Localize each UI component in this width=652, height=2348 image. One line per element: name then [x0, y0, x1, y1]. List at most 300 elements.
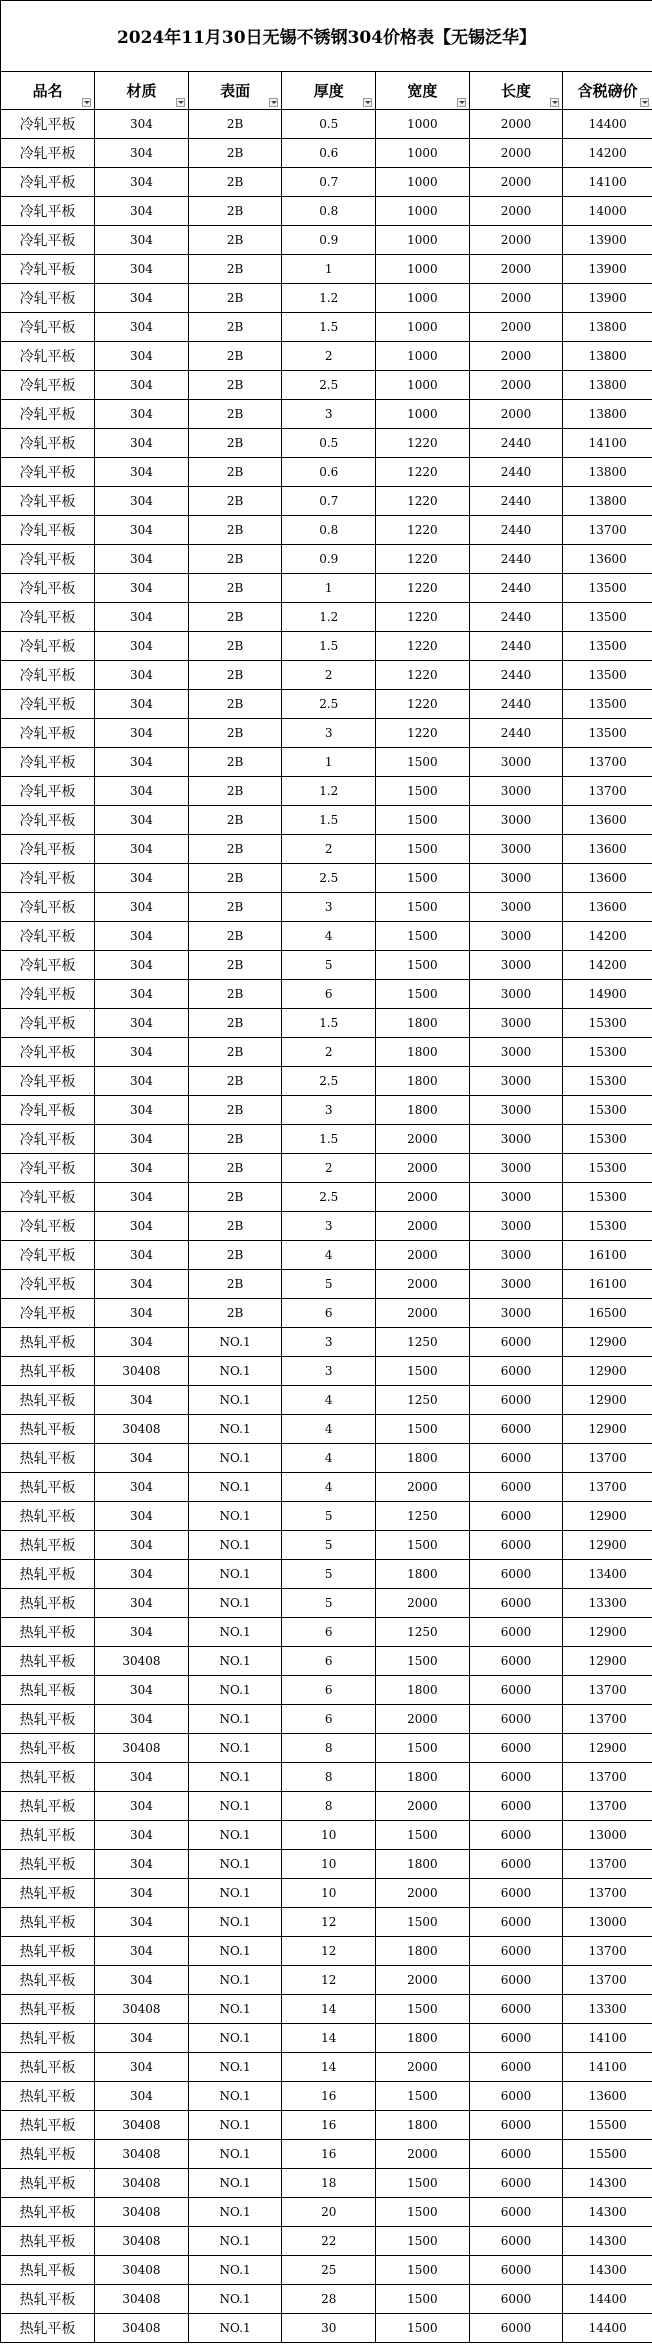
filter-dropdown-icon[interactable] [363, 98, 372, 107]
table-row [1, 1879, 652, 1908]
cell-thickness: 1 [282, 748, 376, 777]
table-row [1, 1270, 652, 1299]
cell-price: 15300 [563, 1096, 652, 1125]
cell-price: 13500 [563, 719, 652, 748]
cell-price: 15300 [563, 1154, 652, 1183]
cell-surface: NO.1 [188, 1850, 282, 1879]
cell-material: 30408 [95, 1734, 189, 1763]
cell-width: 1000 [376, 313, 470, 342]
cell-length: 2000 [469, 226, 563, 255]
cell-thickness: 28 [282, 2285, 376, 2314]
cell-name: 冷轧平板 [1, 1212, 95, 1241]
cell-width: 1000 [376, 168, 470, 197]
table-row [1, 197, 652, 226]
cell-width: 2000 [376, 1589, 470, 1618]
cell-surface: 2B [188, 1154, 282, 1183]
cell-length: 6000 [469, 1734, 563, 1763]
column-header [376, 72, 470, 110]
cell-surface: NO.1 [188, 1734, 282, 1763]
cell-price: 13500 [563, 603, 652, 632]
cell-thickness: 5 [282, 1502, 376, 1531]
cell-width: 1500 [376, 1734, 470, 1763]
cell-price: 15300 [563, 1212, 652, 1241]
cell-thickness: 0.8 [282, 197, 376, 226]
cell-width: 2000 [376, 1125, 470, 1154]
cell-surface: NO.1 [188, 1647, 282, 1676]
cell-name: 热轧平板 [1, 1444, 95, 1473]
cell-surface: 2B [188, 806, 282, 835]
cell-thickness: 5 [282, 1270, 376, 1299]
cell-name: 冷轧平板 [1, 1096, 95, 1125]
cell-width: 2000 [376, 1154, 470, 1183]
table-row [1, 1299, 652, 1328]
table-row [1, 864, 652, 893]
cell-surface: 2B [188, 893, 282, 922]
cell-material: 30408 [95, 1357, 189, 1386]
cell-length: 2000 [469, 284, 563, 313]
cell-surface: 2B [188, 1299, 282, 1328]
cell-length: 6000 [469, 1328, 563, 1357]
cell-name: 热轧平板 [1, 1705, 95, 1734]
cell-name: 热轧平板 [1, 2082, 95, 2111]
cell-name: 热轧平板 [1, 1821, 95, 1850]
cell-width: 1250 [376, 1386, 470, 1415]
cell-material: 30408 [95, 2227, 189, 2256]
cell-material: 304 [95, 1299, 189, 1328]
cell-width: 1000 [376, 400, 470, 429]
cell-surface: NO.1 [188, 1821, 282, 1850]
cell-surface: NO.1 [188, 2140, 282, 2169]
cell-name: 冷轧平板 [1, 342, 95, 371]
filter-dropdown-icon[interactable] [82, 98, 91, 107]
cell-surface: 2B [188, 400, 282, 429]
cell-price: 12900 [563, 1502, 652, 1531]
cell-price: 12900 [563, 1734, 652, 1763]
cell-price: 13700 [563, 1850, 652, 1879]
cell-name: 冷轧平板 [1, 893, 95, 922]
column-header-label: 厚度 [313, 82, 344, 100]
cell-price: 12900 [563, 1531, 652, 1560]
cell-price: 15300 [563, 1009, 652, 1038]
cell-surface: NO.1 [188, 2198, 282, 2227]
table-row [1, 1038, 652, 1067]
cell-length: 6000 [469, 1676, 563, 1705]
cell-length: 2440 [469, 603, 563, 632]
cell-width: 1500 [376, 1357, 470, 1386]
table-row [1, 458, 652, 487]
cell-material: 30408 [95, 1647, 189, 1676]
cell-thickness: 14 [282, 1995, 376, 2024]
table-row [1, 1212, 652, 1241]
filter-dropdown-icon[interactable] [550, 98, 559, 107]
cell-material: 304 [95, 1879, 189, 1908]
cell-width: 1500 [376, 2285, 470, 2314]
table-row [1, 1937, 652, 1966]
cell-length: 2000 [469, 197, 563, 226]
cell-price: 13500 [563, 690, 652, 719]
cell-thickness: 0.5 [282, 110, 376, 139]
cell-width: 1000 [376, 226, 470, 255]
cell-price: 13700 [563, 516, 652, 545]
cell-price: 13000 [563, 1821, 652, 1850]
cell-name: 热轧平板 [1, 1850, 95, 1879]
cell-material: 30408 [95, 2198, 189, 2227]
cell-length: 3000 [469, 893, 563, 922]
cell-name: 冷轧平板 [1, 487, 95, 516]
table-row [1, 1357, 652, 1386]
column-header [95, 72, 189, 110]
cell-name: 热轧平板 [1, 2140, 95, 2169]
cell-width: 1220 [376, 661, 470, 690]
cell-thickness: 2 [282, 342, 376, 371]
cell-name: 冷轧平板 [1, 864, 95, 893]
cell-width: 1220 [376, 690, 470, 719]
cell-width: 1800 [376, 1444, 470, 1473]
cell-length: 2440 [469, 690, 563, 719]
cell-thickness: 4 [282, 1415, 376, 1444]
cell-width: 2000 [376, 1299, 470, 1328]
cell-price: 14100 [563, 2053, 652, 2082]
cell-price: 14300 [563, 2227, 652, 2256]
cell-price: 16100 [563, 1241, 652, 1270]
cell-thickness: 14 [282, 2024, 376, 2053]
cell-name: 冷轧平板 [1, 951, 95, 980]
cell-surface: 2B [188, 748, 282, 777]
cell-length: 6000 [469, 1502, 563, 1531]
cell-width: 2000 [376, 1879, 470, 1908]
cell-thickness: 1 [282, 574, 376, 603]
cell-name: 冷轧平板 [1, 313, 95, 342]
cell-thickness: 20 [282, 2198, 376, 2227]
cell-price: 13700 [563, 1879, 652, 1908]
table-row [1, 661, 652, 690]
cell-surface: 2B [188, 632, 282, 661]
table-row [1, 748, 652, 777]
cell-surface: 2B [188, 574, 282, 603]
cell-thickness: 4 [282, 1386, 376, 1415]
cell-thickness: 2 [282, 1038, 376, 1067]
cell-material: 304 [95, 1502, 189, 1531]
cell-length: 6000 [469, 1763, 563, 1792]
cell-price: 14200 [563, 951, 652, 980]
cell-thickness: 14 [282, 2053, 376, 2082]
cell-surface: 2B [188, 980, 282, 1009]
cell-width: 1500 [376, 835, 470, 864]
cell-length: 6000 [469, 1792, 563, 1821]
cell-price: 13500 [563, 661, 652, 690]
cell-width: 1800 [376, 1937, 470, 1966]
cell-length: 6000 [469, 1618, 563, 1647]
cell-surface: NO.1 [188, 2256, 282, 2285]
cell-price: 13500 [563, 632, 652, 661]
cell-thickness: 12 [282, 1937, 376, 1966]
cell-price: 15300 [563, 1067, 652, 1096]
cell-width: 1220 [376, 545, 470, 574]
cell-length: 3000 [469, 835, 563, 864]
cell-width: 1500 [376, 2314, 470, 2343]
cell-material: 304 [95, 313, 189, 342]
cell-width: 1500 [376, 1995, 470, 2024]
cell-width: 1500 [376, 1531, 470, 1560]
table-row [1, 2082, 652, 2111]
table-row [1, 168, 652, 197]
cell-surface: 2B [188, 661, 282, 690]
cell-price: 13700 [563, 1763, 652, 1792]
cell-width: 1000 [376, 342, 470, 371]
cell-material: 304 [95, 632, 189, 661]
cell-name: 热轧平板 [1, 1386, 95, 1415]
cell-width: 1000 [376, 197, 470, 226]
cell-material: 304 [95, 139, 189, 168]
table-row [1, 2256, 652, 2285]
cell-thickness: 1.5 [282, 313, 376, 342]
cell-name: 冷轧平板 [1, 574, 95, 603]
cell-price: 13600 [563, 893, 652, 922]
cell-length: 2000 [469, 110, 563, 139]
table-row [1, 429, 652, 458]
cell-material: 304 [95, 1705, 189, 1734]
cell-thickness: 2 [282, 1154, 376, 1183]
cell-width: 1000 [376, 371, 470, 400]
cell-name: 冷轧平板 [1, 400, 95, 429]
cell-thickness: 1.5 [282, 1009, 376, 1038]
cell-material: 304 [95, 661, 189, 690]
cell-material: 304 [95, 777, 189, 806]
filter-dropdown-icon[interactable] [457, 98, 466, 107]
cell-material: 304 [95, 574, 189, 603]
table-row [1, 1125, 652, 1154]
cell-material: 304 [95, 1183, 189, 1212]
cell-material: 30408 [95, 2111, 189, 2140]
cell-price: 13800 [563, 313, 652, 342]
cell-material: 304 [95, 1589, 189, 1618]
cell-surface: NO.1 [188, 1908, 282, 1937]
cell-width: 1500 [376, 1647, 470, 1676]
cell-name: 冷轧平板 [1, 632, 95, 661]
table-row [1, 1734, 652, 1763]
cell-surface: NO.1 [188, 1386, 282, 1415]
cell-length: 3000 [469, 777, 563, 806]
cell-surface: 2B [188, 284, 282, 313]
cell-material: 304 [95, 864, 189, 893]
cell-price: 13500 [563, 574, 652, 603]
cell-surface: 2B [188, 1038, 282, 1067]
cell-length: 6000 [469, 1386, 563, 1415]
cell-name: 热轧平板 [1, 1676, 95, 1705]
cell-name: 热轧平板 [1, 1879, 95, 1908]
filter-dropdown-icon[interactable] [176, 98, 185, 107]
cell-thickness: 6 [282, 980, 376, 1009]
cell-name: 冷轧平板 [1, 371, 95, 400]
cell-price: 13800 [563, 371, 652, 400]
cell-price: 12900 [563, 1386, 652, 1415]
cell-name: 热轧平板 [1, 1502, 95, 1531]
cell-width: 2000 [376, 2140, 470, 2169]
cell-width: 1000 [376, 139, 470, 168]
cell-price: 15300 [563, 1183, 652, 1212]
table-row [1, 1560, 652, 1589]
table-row [1, 1531, 652, 1560]
cell-material: 304 [95, 748, 189, 777]
cell-length: 2000 [469, 255, 563, 284]
cell-width: 1500 [376, 2082, 470, 2111]
table-body [1, 110, 652, 2343]
cell-price: 13600 [563, 835, 652, 864]
cell-length: 6000 [469, 2111, 563, 2140]
cell-width: 1800 [376, 2111, 470, 2140]
cell-width: 1220 [376, 574, 470, 603]
cell-material: 304 [95, 1763, 189, 1792]
cell-thickness: 5 [282, 1560, 376, 1589]
cell-width: 1800 [376, 1009, 470, 1038]
cell-name: 热轧平板 [1, 2285, 95, 2314]
cell-length: 2440 [469, 545, 563, 574]
cell-surface: NO.1 [188, 2314, 282, 2343]
cell-price: 14400 [563, 2285, 652, 2314]
cell-length: 2000 [469, 313, 563, 342]
cell-price: 15300 [563, 1038, 652, 1067]
cell-length: 6000 [469, 1995, 563, 2024]
cell-material: 304 [95, 1908, 189, 1937]
cell-width: 1500 [376, 806, 470, 835]
cell-material: 304 [95, 1792, 189, 1821]
cell-length: 6000 [469, 2198, 563, 2227]
cell-name: 热轧平板 [1, 1966, 95, 1995]
cell-name: 热轧平板 [1, 1357, 95, 1386]
table-row [1, 1705, 652, 1734]
cell-material: 304 [95, 168, 189, 197]
cell-thickness: 25 [282, 2256, 376, 2285]
cell-name: 冷轧平板 [1, 1183, 95, 1212]
table-row [1, 516, 652, 545]
cell-price: 13900 [563, 284, 652, 313]
cell-thickness: 6 [282, 1618, 376, 1647]
cell-name: 冷轧平板 [1, 197, 95, 226]
cell-material: 304 [95, 226, 189, 255]
cell-length: 3000 [469, 1067, 563, 1096]
cell-thickness: 6 [282, 1647, 376, 1676]
cell-thickness: 2.5 [282, 864, 376, 893]
cell-thickness: 0.9 [282, 226, 376, 255]
cell-length: 2440 [469, 661, 563, 690]
cell-material: 304 [95, 1067, 189, 1096]
table-row [1, 1473, 652, 1502]
cell-length: 3000 [469, 1125, 563, 1154]
filter-dropdown-icon[interactable] [269, 98, 278, 107]
cell-material: 304 [95, 1937, 189, 1966]
cell-material: 30408 [95, 2140, 189, 2169]
cell-surface: NO.1 [188, 2082, 282, 2111]
sheet-title: 2024年11月30日无锡不锈钢304价格表【无锡泛华】 [1, 0, 652, 72]
cell-name: 热轧平板 [1, 2169, 95, 2198]
cell-name: 热轧平板 [1, 1415, 95, 1444]
cell-thickness: 5 [282, 951, 376, 980]
table-row [1, 545, 652, 574]
cell-material: 304 [95, 806, 189, 835]
cell-material: 30408 [95, 1995, 189, 2024]
cell-width: 1800 [376, 1067, 470, 1096]
price-table [1, 72, 652, 2343]
cell-material: 304 [95, 1676, 189, 1705]
cell-name: 冷轧平板 [1, 1299, 95, 1328]
cell-surface: 2B [188, 371, 282, 400]
cell-surface: NO.1 [188, 2024, 282, 2053]
cell-width: 1800 [376, 1096, 470, 1125]
cell-length: 2440 [469, 574, 563, 603]
cell-material: 304 [95, 893, 189, 922]
cell-name: 热轧平板 [1, 1647, 95, 1676]
table-row [1, 980, 652, 1009]
cell-name: 冷轧平板 [1, 661, 95, 690]
cell-price: 12900 [563, 1357, 652, 1386]
cell-thickness: 0.7 [282, 487, 376, 516]
cell-material: 304 [95, 1531, 189, 1560]
cell-surface: 2B [188, 313, 282, 342]
cell-length: 6000 [469, 1821, 563, 1850]
cell-name: 热轧平板 [1, 2256, 95, 2285]
cell-surface: 2B [188, 110, 282, 139]
cell-thickness: 18 [282, 2169, 376, 2198]
table-row [1, 2111, 652, 2140]
cell-price: 13800 [563, 487, 652, 516]
cell-length: 3000 [469, 1212, 563, 1241]
cell-width: 1500 [376, 1821, 470, 1850]
table-row [1, 342, 652, 371]
cell-material: 304 [95, 110, 189, 139]
filter-dropdown-icon[interactable] [640, 98, 649, 107]
cell-length: 6000 [469, 1908, 563, 1937]
cell-material: 304 [95, 400, 189, 429]
cell-surface: 2B [188, 197, 282, 226]
cell-material: 304 [95, 342, 189, 371]
cell-width: 1220 [376, 487, 470, 516]
cell-width: 1500 [376, 864, 470, 893]
cell-thickness: 0.8 [282, 516, 376, 545]
cell-surface: 2B [188, 168, 282, 197]
cell-price: 15500 [563, 2111, 652, 2140]
cell-thickness: 8 [282, 1792, 376, 1821]
cell-price: 13800 [563, 342, 652, 371]
cell-name: 冷轧平板 [1, 110, 95, 139]
cell-material: 304 [95, 1125, 189, 1154]
cell-name: 热轧平板 [1, 1618, 95, 1647]
cell-price: 13700 [563, 1473, 652, 1502]
table-row [1, 574, 652, 603]
table-row [1, 1444, 652, 1473]
cell-width: 1250 [376, 1618, 470, 1647]
cell-material: 304 [95, 951, 189, 980]
cell-material: 304 [95, 2024, 189, 2053]
cell-length: 6000 [469, 2314, 563, 2343]
cell-length: 3000 [469, 922, 563, 951]
cell-price: 12900 [563, 1328, 652, 1357]
cell-length: 2440 [469, 516, 563, 545]
cell-width: 1800 [376, 1763, 470, 1792]
cell-name: 热轧平板 [1, 2053, 95, 2082]
table-row [1, 1009, 652, 1038]
cell-width: 1500 [376, 893, 470, 922]
cell-price: 13600 [563, 806, 652, 835]
cell-length: 6000 [469, 2256, 563, 2285]
cell-width: 1220 [376, 458, 470, 487]
cell-width: 1500 [376, 922, 470, 951]
cell-width: 1220 [376, 429, 470, 458]
cell-material: 304 [95, 1270, 189, 1299]
cell-length: 3000 [469, 1096, 563, 1125]
cell-width: 1800 [376, 1038, 470, 1067]
cell-name: 冷轧平板 [1, 1038, 95, 1067]
cell-thickness: 1.2 [282, 284, 376, 313]
